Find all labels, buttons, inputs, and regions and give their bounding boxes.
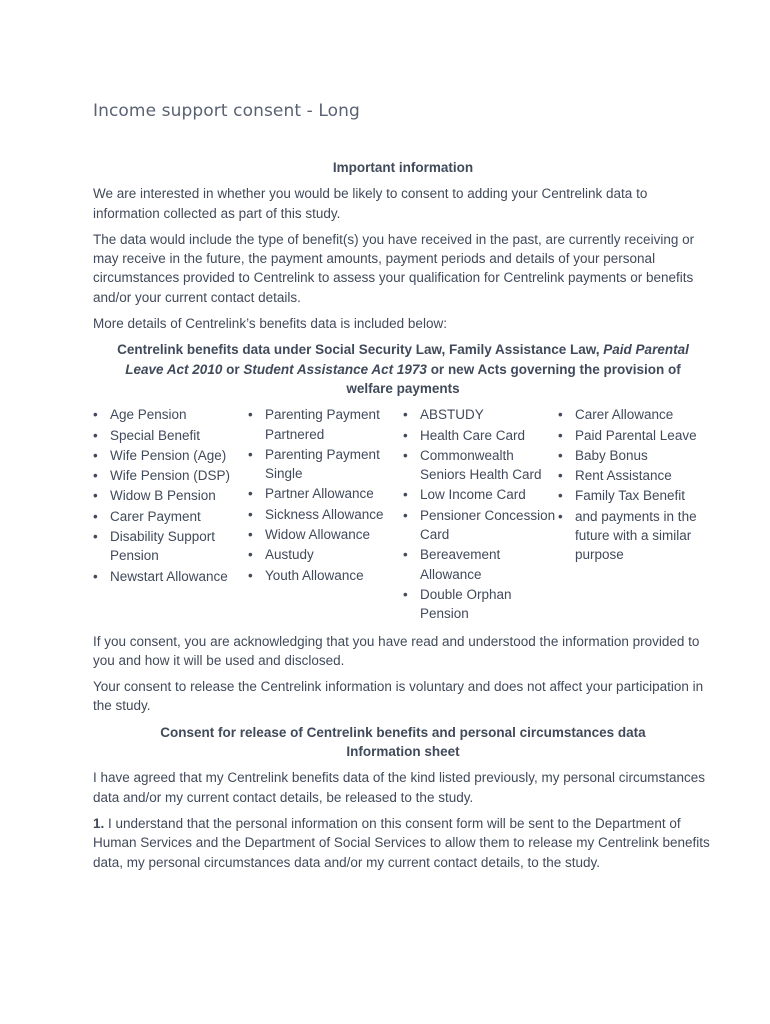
benefits-list: [93, 405, 713, 624]
document-title: Income support consent - Long: [93, 101, 360, 121]
list-item: • Partner Allowance: [248, 484, 403, 503]
benefits-heading-text: or new Acts governing the provision of welfare payments: [346, 361, 681, 396]
list-item: • Age Pension: [93, 405, 248, 424]
benefits-column-1: [93, 405, 248, 624]
list-item: • Baby Bonus: [558, 446, 713, 465]
item-number: 1.: [93, 815, 105, 831]
consent-heading-line1: Consent for release of Centrelink benefits and personal circumstances data: [160, 724, 646, 740]
list-item: • and payments in the future with a similar purpose: [558, 507, 713, 565]
item-text: I understand that the personal information on this consent form will be sent to the Department of Human Services and the Department of Social Services to allow them to release my Centrelink benefits data, my personal circumstances data and/or my current contact details, to the study.: [93, 815, 710, 870]
list-item: • Health Care Card: [403, 426, 558, 445]
list-item: • Parenting Payment Single: [248, 445, 403, 484]
list-item: • ABSTUDY: [403, 405, 558, 424]
list-item: • Pensioner Concession Card: [403, 506, 558, 545]
important-heading: Important information: [332, 160, 474, 175]
list-item: • Austudy: [248, 545, 403, 564]
consent-heading-line2: Information sheet: [346, 744, 460, 760]
list-item: • Youth Allowance: [248, 566, 403, 585]
list-item: • Parenting Payment Partnered: [248, 405, 403, 444]
benefits-column-4: [558, 405, 713, 624]
list-item: • Wife Pension (Age): [93, 446, 248, 465]
list-item: • Special Benefit: [93, 426, 248, 445]
more-details-paragraph: More details of Centrelink’s benefits data is included below:: [93, 316, 447, 332]
consent-heading: [93, 723, 713, 762]
benefits-column-3: [403, 405, 558, 624]
data-description-paragraph: The data would include the type of benefit(s) you have received in the past, are currently receiving or may receive in the future, the payment amounts, payment periods and details of your personal circumstances provided to Centrelink to assess your qualification for Centrelink payments or benefits and/or your current contact details.: [93, 231, 695, 305]
list-item: • Widow Allowance: [248, 525, 403, 544]
list-item: • Rent Assistance: [558, 466, 713, 485]
benefits-heading: [93, 340, 713, 398]
benefits-heading-text: Centrelink benefits data under Social Security Law, Family Assistance Law,: [117, 342, 604, 358]
list-item: • Sickness Allowance: [248, 505, 403, 524]
list-item: • Low Income Card: [403, 485, 558, 504]
list-item: • Widow B Pension: [93, 486, 248, 505]
benefits-column-2: [248, 405, 403, 624]
voluntary-paragraph: Your consent to release the Centrelink information is voluntary and does not affect your participation in the study.: [93, 679, 704, 714]
list-item: • Newstart Allowance: [93, 567, 248, 586]
list-item: • Wife Pension (DSP): [93, 466, 248, 485]
list-item: • Paid Parental Leave: [558, 426, 713, 445]
list-item: • Bereavement Allowance: [403, 545, 558, 584]
intro-paragraph: We are interested in whether you would be likely to consent to adding your Centrelink data to information collected as part of this study.: [93, 186, 648, 221]
document-body: [93, 158, 713, 879]
agreement-paragraph: I have agreed that my Centrelink benefits data of the kind listed previously, my personal circumstances data and/or my current contact details, be released to the study.: [93, 770, 706, 805]
list-item: • Commonwealth Seniors Health Card: [403, 446, 558, 485]
consent-item-1: [93, 814, 713, 872]
acknowledgement-paragraph: If you consent, you are acknowledging that you have read and understood the information provided to you and how it will be used and disclosed.: [93, 633, 700, 668]
benefits-heading-act1: Paid Parental Leave Act 2010: [125, 342, 689, 377]
list-item: • Double Orphan Pension: [403, 585, 558, 624]
list-item: • Disability Support Pension: [93, 527, 248, 566]
benefits-heading-act2: Student Assistance Act 1973: [243, 361, 427, 377]
list-item: • Carer Allowance: [558, 405, 713, 424]
benefits-heading-text: or: [222, 361, 244, 377]
list-item: • Carer Payment: [93, 507, 248, 526]
list-item: • Family Tax Benefit: [558, 486, 713, 505]
